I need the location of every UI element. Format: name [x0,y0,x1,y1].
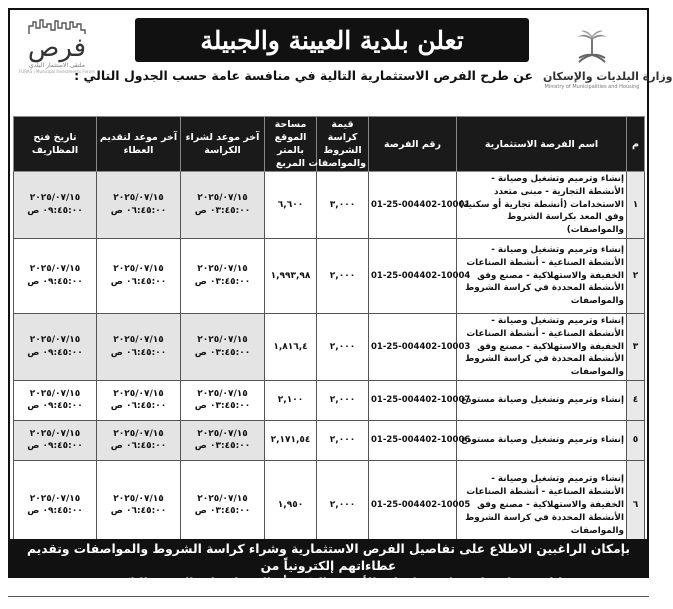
opportunity-ref: 01-25-004402-10005 [369,460,457,550]
open-date: ٢٠٢٥/٠٧/١٥ [29,493,81,504]
open-time: ٠٩:٤٥:٠٠ ص [27,347,83,358]
opportunity-name: إنشاء وترميم وتشغيل وصيانة - الأنشطة الصناعية - أنشطة الصناعات الخفيفة والاستهلاكية - مصنع وفق الأنشطة المحددة في كراسة الشروط والمواصفات [457,313,627,380]
opening-date [14,313,97,380]
bid-deadline [97,380,181,420]
purchase-date: ٢٠٢٥/٠٧/١٥ [197,388,248,399]
furas-subtitle-arabic: ملتقى الاستثمار البلدي [29,62,85,69]
table-row [14,420,645,460]
site-area: ٢,١٧١,٥٤ [265,420,317,460]
bid-date: ٢٠٢٥/٠٧/١٥ [113,335,164,346]
booklet-price: ٢,٠٠٠ [317,380,369,420]
col-header-ref: رقم الفرصة [369,117,457,172]
open-time: ٠٩:٤٥:٠٠ ص [27,276,83,287]
row-number: ٣ [627,313,645,380]
bid-date: ٢٠٢٥/٠٧/١٥ [113,264,164,275]
ministry-name-arabic: وزارة البلديات والإسكان [543,70,673,83]
skyline-icon [27,18,87,34]
furas-subtitle-english: FURAS | Municipal Investments Forum [18,69,96,74]
open-time: ٠٩:٤٥:٠٠ ص [27,205,83,216]
opportunity-name: إنشاء وترميم وتشغيل وصيانة مستودع [457,380,627,420]
open-time: ٠٩:٤٥:٠٠ ص [27,401,83,412]
bid-date: ٢٠٢٥/٠٧/١٥ [113,388,164,399]
opportunity-ref: 01-25-004402-10003 [369,313,457,380]
opportunities-table [13,116,645,551]
bid-date: ٢٠٢٥/٠٧/١٥ [113,193,164,204]
bid-time: ٠٦:٤٥:٠٠ ص [110,347,167,358]
furas-wordmark: فرص [27,33,87,63]
opening-date [14,238,97,313]
bid-date: ٢٠٢٥/٠٧/١٥ [113,493,164,504]
purchase-deadline [181,460,265,550]
open-date: ٢٠٢٥/٠٧/١٥ [29,335,81,346]
bid-time: ٠٦:٤٥:٠٠ ص [110,506,167,517]
table-header-row [14,117,645,172]
purchase-deadline [181,420,265,460]
table-row [14,460,645,550]
open-time: ٠٩:٤٥:٠٠ ص [27,506,83,517]
col-header-booklet-price: قيمة كراسة الشروط والمواصفات [317,117,369,172]
open-date: ٢٠٢٥/٠٧/١٥ [29,388,81,399]
bid-date: ٢٠٢٥/٠٧/١٥ [113,428,164,439]
bid-deadline [97,420,181,460]
bid-time: ٠٦:٤٥:٠٠ ص [110,441,167,452]
bid-time: ٠٦:٤٥:٠٠ ص [110,401,167,412]
table-row [14,238,645,313]
booklet-price: ٢,٠٠٠ [317,313,369,380]
row-number: ٤ [627,380,645,420]
opening-date [14,420,97,460]
col-header-area: مساحة الموقع بالمتر المربع [265,117,317,172]
title-banner [135,18,529,62]
row-number: ٥ [627,420,645,460]
opening-date [14,460,97,550]
opportunity-ref: 01-25-004402-10004 [369,238,457,313]
purchase-time: ٠٣:٤٥:٠٠ ص [194,347,251,358]
purchase-time: ٠٣:٤٥:٠٠ ص [194,506,251,517]
col-header-bid-deadline: آخر موعد لتقديم العطاء [97,117,181,172]
purchase-date: ٢٠٢٥/٠٧/١٥ [197,264,248,275]
opportunity-name: إنشاء وترميم وتشغيل وصيانة مستودع [457,420,627,460]
announcement-title: تعلن بلدية العيينة والجبيلة [200,25,464,55]
open-date: ٢٠٢٥/٠٧/١٥ [29,193,81,204]
open-date: ٢٠٢٥/٠٧/١٥ [29,428,81,439]
site-area: ٦,٦٠٠ [265,172,317,239]
purchase-deadline [181,172,265,239]
advertisement-frame [8,8,673,607]
row-number: ٦ [627,460,645,550]
purchase-time: ٠٣:٤٥:٠٠ ص [194,401,251,412]
opportunity-ref: 01-25-004402-10007 [369,380,457,420]
opportunity-ref: 01-25-004402-10001 [369,172,457,239]
footer-notice [10,539,647,607]
site-area: ١,٨١٦,٤ [265,313,317,380]
opportunity-ref: 01-25-004402-10006 [369,420,457,460]
bid-deadline [97,460,181,550]
row-number: ٢ [627,238,645,313]
site-area: ٢,١٠٠ [265,380,317,420]
palm-swords-emblem-icon [572,28,612,68]
col-header-opening-date: تاريخ فتح المظاريف [14,117,97,172]
booklet-price: ٢,٠٠٠ [317,238,369,313]
purchase-time: ٠٣:٤٥:٠٠ ص [194,205,251,216]
footer-line-2: خلال تحميل تطبيق (فرص) على الأجهزة الذكية أو الدخول على الموقع الإلكتروني (https://Furas.momra.gov.sa) [85,576,572,607]
purchase-time: ٠٣:٤٥:٠٠ ص [194,441,251,452]
footer-line-1: بإمكان الراغبين الاطلاع على تفاصيل الفرص الاستثمارية وشراء كراسة الشروط والمواصفات وتقديم عطاءاتهم إلكترونياً من [26,542,630,573]
purchase-deadline [181,238,265,313]
opportunity-name: إنشاء وترميم وتشغيل وصيانة - الأنشطة التجارية - مبنى متعدد الاستخدامات (أنشطة تجارية أو سكنية) وفق المعد بكراسة الشروط والمواصفات) [457,172,627,239]
header [10,10,673,104]
purchase-date: ٢٠٢٥/٠٧/١٥ [197,428,248,439]
bid-deadline [97,172,181,239]
col-header-opportunity: اسم الفرصة الاستثمارية [457,117,627,172]
table-row [14,380,645,420]
col-header-purchase-deadline: آخر موعد لشراء الكراسة [181,117,265,172]
purchase-deadline [181,380,265,420]
bottom-divider [8,596,649,597]
bid-time: ٠٦:٤٥:٠٠ ص [110,205,167,216]
open-time: ٠٩:٤٥:٠٠ ص [27,441,83,452]
purchase-time: ٠٣:٤٥:٠٠ ص [194,276,251,287]
table-row [14,313,645,380]
booklet-price: ٢,٠٠٠ [317,420,369,460]
opening-date [14,380,97,420]
purchase-deadline [181,313,265,380]
bid-deadline [97,238,181,313]
booklet-price: ٢,٠٠٠ [317,460,369,550]
ministry-name-english: Ministry of Municipalities and Housing [544,84,640,90]
row-number: ١ [627,172,645,239]
table-row [14,172,645,239]
purchase-date: ٢٠٢٥/٠٧/١٥ [197,193,248,204]
bid-time: ٠٦:٤٥:٠٠ ص [110,276,167,287]
ministry-logo [543,28,673,100]
opportunity-name: إنشاء وترميم وتشغيل وصيانة - الأنشطة الصناعية - أنشطة الصناعات الخفيفة والاستهلاكية - مصنع وفق الأنشطة المحددة في كراسة الشروط والمواصفات [457,460,627,550]
bid-deadline [97,313,181,380]
purchase-date: ٢٠٢٥/٠٧/١٥ [197,493,248,504]
purchase-date: ٢٠٢٥/٠٧/١٥ [197,335,248,346]
opportunity-name: إنشاء وترميم وتشغيل وصيانة - الأنشطة الصناعية - أنشطة الصناعات الخفيفة والاستهلاكية - مصنع وفق الأنشطة المحددة في كراسة الشروط والمواصفات [457,238,627,313]
open-date: ٢٠٢٥/٠٧/١٥ [29,264,81,275]
site-area: ١,٩٥٠ [265,460,317,550]
furas-logo [18,18,96,98]
announcement-subtitle: عن طرح الفرص الاستثمارية التالية في منافسة عامة حسب الجدول التالي : [74,68,533,83]
col-header-number: م [627,117,645,172]
site-area: ١,٩٩٣,٩٨ [265,238,317,313]
booklet-price: ٣,٠٠٠ [317,172,369,239]
opening-date [14,172,97,239]
